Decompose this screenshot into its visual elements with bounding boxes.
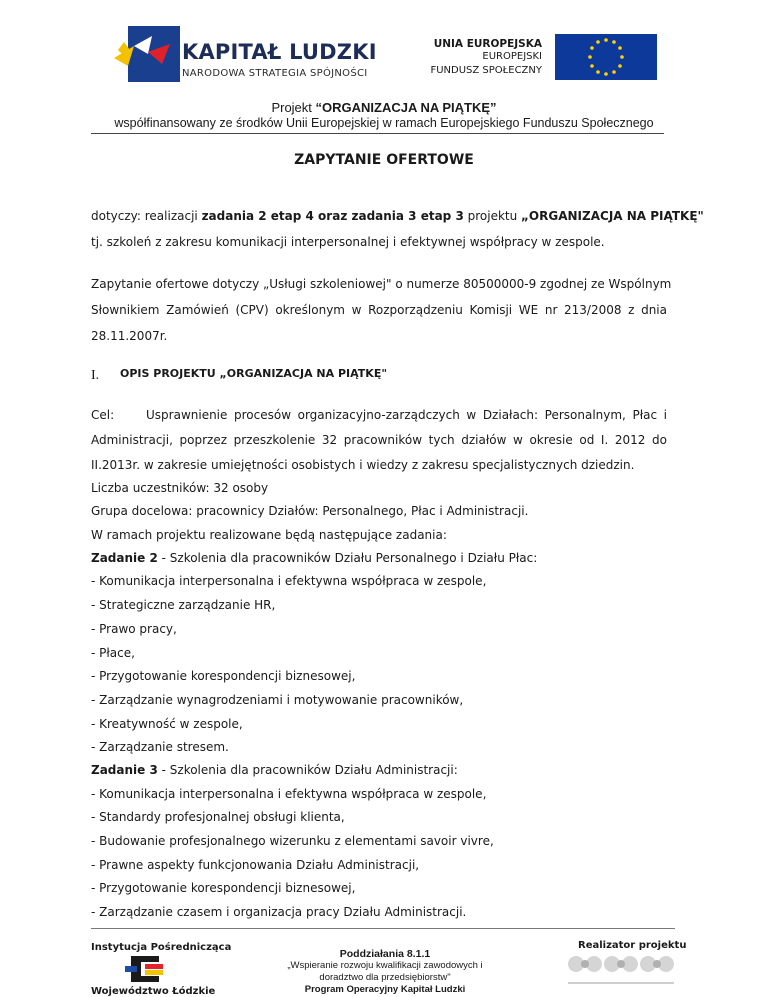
list-item: - Przygotowanie korespondencji biznesowej, <box>91 669 356 683</box>
list-item: - Strategiczne zarządzanie HR, <box>91 598 276 612</box>
participants-line: Liczba uczestników: 32 osoby <box>91 481 269 495</box>
dotyczy-project: „ORGANIZACJA NA PIĄTKĘ" <box>521 209 704 223</box>
zapytanie-line2: Słownikiem Zamówień (CPV) określonym w Rozporządzeniu Komisji WE nr 213/2008 z dnia <box>91 303 667 317</box>
list-item: - Komunikacja interpersonalna i efektywna współpraca w zespole, <box>91 574 487 588</box>
eu-fund-label <box>430 38 542 78</box>
task2-label: Zadanie 2 <box>91 551 158 565</box>
eu-label-line2: EUROPEJSKI <box>482 51 542 62</box>
header-divider <box>91 133 664 134</box>
eu-label-line1: UNIA EUROPEJSKA <box>433 38 542 50</box>
voivodeship-label: Województwo Łódzkie <box>91 986 216 997</box>
list-item: - Budowanie profesjonalnego wizerunku z elementami savoir vivre, <box>91 834 494 848</box>
task2-heading <box>91 550 667 566</box>
cel-line3: II.2013r. w zakresie umiejętności osobistych i wiedzy z zakresu specjalistycznych dziedzin. <box>91 458 635 472</box>
subaction-number: Poddziałania 8.1.1 <box>339 948 431 960</box>
kapital-ludzki-subtitle: NARODOWA STRATEGIA SPÓJNOŚCI <box>182 68 368 79</box>
intermediary-label: Instytucja Pośrednicząca <box>91 942 232 953</box>
document-title: ZAPYTANIE OFERTOWE <box>294 152 474 168</box>
dotyczy-text: dotyczy: realizacji <box>91 209 202 223</box>
lodzkie-logo <box>125 954 169 986</box>
list-item: - Prawo pracy, <box>91 622 177 636</box>
section-title: OPIS PROJEKTU „ORGANIZACJA NA PIĄTKĘ" <box>120 367 388 380</box>
program-name: Program Operacyjny Kapitał Ludzki <box>304 984 466 995</box>
kapital-ludzki-title: KAPITAŁ LUDZKI <box>182 40 377 64</box>
cel-line1 <box>91 407 667 423</box>
project-line <box>0 100 768 115</box>
list-item: - Prawne aspekty funkcjonowania Działu Administracji, <box>91 858 420 872</box>
eu-label-line3: FUNDUSZ SPOŁECZNY <box>430 65 542 76</box>
dotyczy-text-2: projektu <box>463 209 522 223</box>
subaction-desc-1: „Wspieranie rozwoju kwalifikacji zawodowych i <box>287 960 483 971</box>
subaction-info <box>260 948 510 996</box>
target-group-line: Grupa docelowa: pracownicy Działów: Personalnego, Płac i Administracji. <box>91 504 529 518</box>
tasks-intro-line: W ramach projektu realizowane będą następujące zadania: <box>91 528 447 542</box>
zapytanie-line3: 28.11.2007r. <box>91 329 168 343</box>
kapital-ludzki-logo <box>112 22 182 84</box>
task2-text: - Szkolenia dla pracowników Działu Personalnego i Działu Płac: <box>157 551 538 565</box>
task3-heading <box>91 762 667 778</box>
list-item: - Komunikacja interpersonalna i efektywna współpraca w zespole, <box>91 787 487 801</box>
dotyczy-line2: tj. szkoleń z zakresu komunikacji interpersonalnej i efektywnej współpracy w zespole. <box>91 235 605 249</box>
task3-text: - Szkolenia dla pracowników Działu Administracji: <box>157 763 458 777</box>
list-item: - Kreatywność w zespole, <box>91 717 243 731</box>
project-name: “ORGANIZACJA NA PIĄTKĘ” <box>315 100 497 115</box>
dotyczy-line1 <box>91 208 704 224</box>
list-item: - Zarządzanie stresem. <box>91 740 229 754</box>
project-prefix: Projekt <box>271 100 316 115</box>
list-item: - Płace, <box>91 646 135 660</box>
list-item: - Zarządzanie wynagrodzeniami i motywowanie pracowników, <box>91 693 464 707</box>
zapytanie-line1: Zapytanie ofertowe dotyczy „Usługi szkoleniowej" o numerze 80500000-9 zgodnej ze Wspólnym <box>91 277 672 291</box>
list-item: - Zarządzanie czasem i organizacja pracy Działu Administracji. <box>91 905 467 919</box>
realizator-logo <box>566 948 676 992</box>
realizator-label: Realizator projektu <box>578 940 687 951</box>
dotyczy-tasks: zadania 2 etap 4 oraz zadania 3 etap 3 <box>201 209 464 223</box>
cofinance-line: współfinansowany ze środków Unii Europejskiej w ramach Europejskiego Funduszu Społecznego <box>114 116 654 130</box>
cel-label: Cel: <box>91 408 115 422</box>
cel-line2: Administracji, poprzez przeszkolenie 32 pracowników tych działów w okresie od I. 2012 do <box>91 433 667 447</box>
list-item: - Standardy profesjonalnej obsługi klienta, <box>91 810 345 824</box>
subaction-desc-2: doradztwo dla przedsiębiorstw" <box>319 972 451 983</box>
list-item: - Przygotowanie korespondencji biznesowej, <box>91 881 356 895</box>
cel-text: Usprawnienie procesów organizacyjno-zarządczych w Działach: Personalnym, Płac i <box>146 408 667 422</box>
eu-flag-icon <box>555 34 657 80</box>
section-number: I. <box>91 368 100 383</box>
task3-label: Zadanie 3 <box>91 763 158 777</box>
footer-divider <box>91 928 675 929</box>
